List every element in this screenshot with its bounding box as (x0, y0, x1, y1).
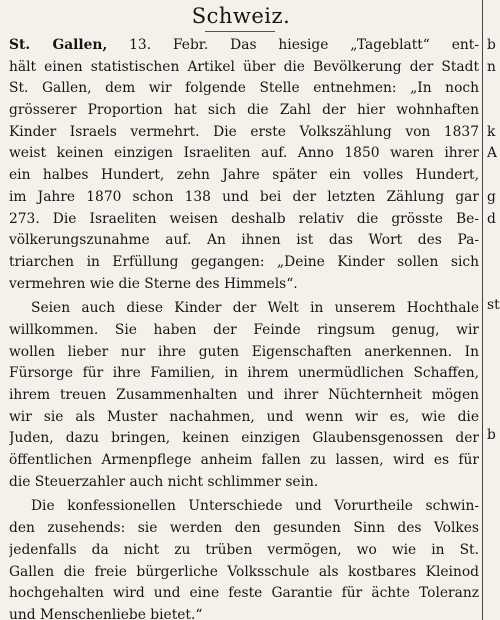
article-line: hochgehalten wird und eine feste Garantie für ächte Toleranz (9, 585, 479, 602)
article-line: wir sie als Muster nachahmen, und wenn wir es, wie die (9, 408, 479, 425)
edge-fragment: d (487, 210, 496, 227)
edge-fragment: A (487, 145, 497, 162)
edge-fragment: st (487, 297, 500, 314)
heading-underline (205, 31, 275, 32)
article-line: Juden, dazu bringen, keinen einzigen Glaubensgenossen der (9, 430, 479, 447)
edge-fragment (487, 360, 500, 382)
article-line: Gallen die freie bürgerliche Volksschule als kostbares Kleinod (9, 563, 479, 580)
edge-fragment (487, 339, 500, 361)
article-line: Seien auch diese Kinder der Welt in unserem Hochthale (31, 300, 479, 317)
edge-fragment (487, 599, 500, 620)
article-line: triarchen in Erfüllung gegangen: „Deine Kinder sollen sich (9, 253, 479, 270)
edge-fragment (487, 469, 500, 491)
edge-fragment (487, 274, 500, 296)
article-line: öffentlichen Armenpflege anheim fallen zu lassen, wird es für (9, 452, 479, 469)
edge-fragment: n (487, 58, 496, 75)
dateline-date: 13. Febr. (129, 37, 209, 53)
section-heading: Schweiz. (191, 4, 291, 28)
article-line: Fürsorge für ihre Familien, in ihrem unermüdlichen Schaffen, (9, 365, 479, 382)
edge-fragment (487, 252, 500, 274)
edge-fragment (487, 534, 500, 556)
article-line: Das hiesige „Tageblatt“ ent- (230, 37, 479, 53)
article-line: Kinder Israels vermehrt. Die erste Volkszählung von 1837 (9, 123, 479, 140)
edge-fragment (487, 165, 500, 187)
article-line: und Menschenliebe bietet.“ (9, 606, 203, 620)
edge-fragment (487, 490, 500, 512)
edge-fragment (487, 512, 500, 534)
edge-fragment: g (487, 188, 496, 205)
article-line: Die konfessionellen Unterschiede und Vorurtheile schwin- (31, 498, 479, 515)
edge-fragment: k (487, 123, 496, 140)
dateline-line (9, 35, 479, 57)
article-line: hält einen statistischen Artikel über die Bevölkerung der Stadt (9, 58, 479, 75)
article-line: ihrem treuen Zusammenhalten und ihrer Nüchternheit mögen (9, 387, 479, 403)
edge-fragment (487, 404, 500, 426)
article-line: jedenfalls da nicht zu trüben vermögen, wo wie in St. (9, 541, 479, 558)
article-line: willkommen. Sie haben der Feinde ringsum genug, wir (9, 321, 479, 338)
article-line: 273. Die Israeliten weisen deshalb relativ die grösste Be- (9, 210, 479, 227)
edge-fragment: b (487, 427, 496, 444)
article-line: den zusehends: sie werden den gesunden Sinn des Volkes (9, 520, 479, 537)
article-line: grösserer Proportion hat sich die Zahl der hier wohnhaften (9, 102, 479, 119)
edge-fragment (487, 577, 500, 599)
article-line: St. Gallen, dem wir folgende Stelle entnehmen: „In noch (9, 80, 479, 97)
article-line: weist keinen einzigen Israeliten auf. Anno 1850 waren ihrer (9, 145, 479, 162)
article-line: vermehren wie die Sterne des Himmels“. (9, 275, 298, 292)
adjacent-column-fragments (487, 35, 500, 620)
edge-fragment: b (487, 37, 496, 53)
edge-fragment (487, 78, 500, 100)
edge-fragment (487, 556, 500, 578)
edge-fragment (487, 317, 500, 339)
article-line: wollen lieber nur ihre guten Eigenschaften anerkennen. In (9, 343, 479, 360)
edge-fragment (487, 447, 500, 469)
article-line: völkerungszunahme auf. An ihnen ist das Wort des Pa- (9, 232, 479, 249)
article-line: die Steuerzahler auch nicht schlimmer sein. (9, 473, 319, 490)
column-divider (482, 0, 483, 620)
edge-fragment (487, 230, 500, 252)
article-line: ein halbes Hundert, zehn Jahre später ein volles Hundert, (9, 167, 479, 184)
article-body (9, 35, 479, 620)
edge-fragment (487, 382, 500, 404)
edge-fragment (487, 100, 500, 122)
dateline-place: St. Gallen, (9, 37, 108, 53)
article-line: im Jahre 1870 schon 138 und bei der letzten Zählung gar (9, 188, 479, 205)
